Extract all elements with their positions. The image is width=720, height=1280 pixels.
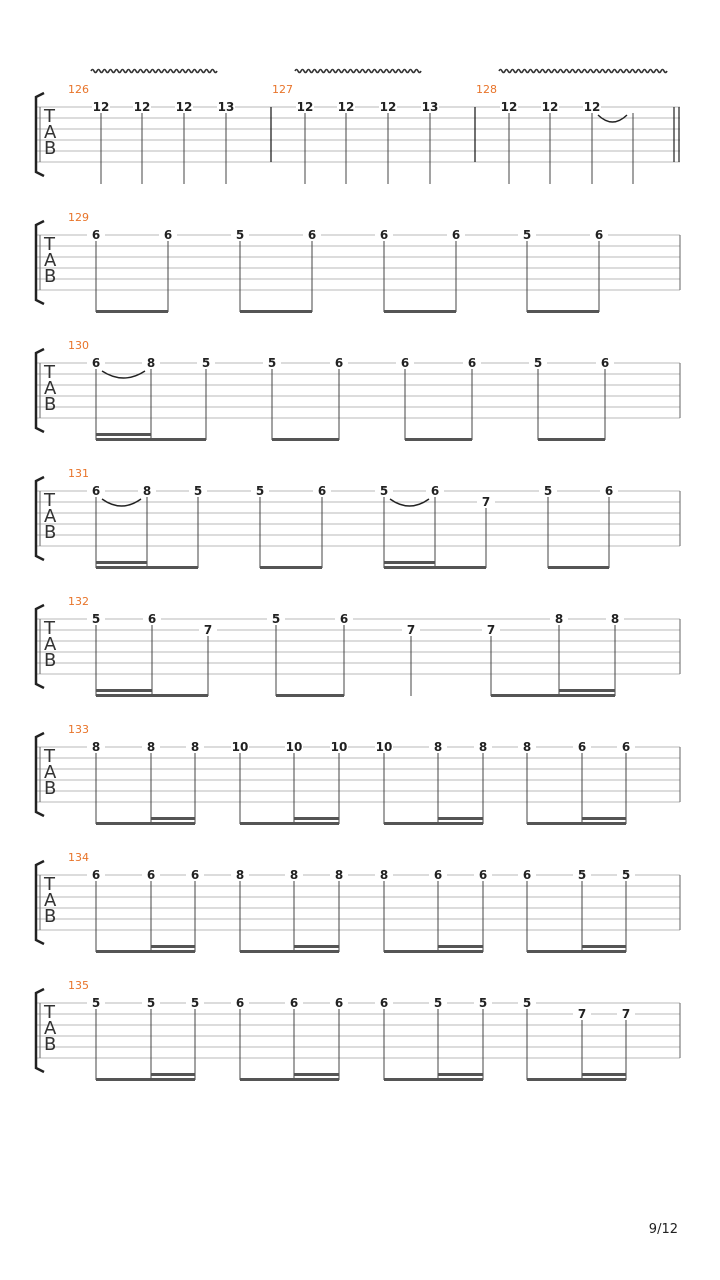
fret-number: 5 (433, 996, 443, 1010)
tab-clef-letter: A (44, 506, 57, 527)
beam (491, 694, 615, 697)
fret-number: 8 (554, 612, 564, 626)
fret-number: 5 (478, 996, 488, 1010)
fret-number: 8 (610, 612, 620, 626)
fret-number: 6 (190, 868, 200, 882)
beam (527, 950, 626, 953)
measure-number: 128 (476, 83, 497, 96)
tab-clef-letter: T (44, 1002, 55, 1023)
beam (96, 433, 151, 436)
tab-clef-letter: T (44, 746, 55, 767)
fret-number: 6 (339, 612, 349, 626)
beam (438, 817, 483, 820)
fret-number: 8 (522, 740, 532, 754)
measure-number: 132 (68, 595, 89, 608)
tab-system (36, 339, 680, 441)
beam (527, 310, 599, 313)
fret-number: 12 (92, 100, 110, 114)
tab-system (36, 723, 680, 825)
fret-number: 7 (203, 623, 213, 637)
fret-number: 8 (91, 740, 101, 754)
fret-number: 6 (334, 996, 344, 1010)
fret-number: 6 (289, 996, 299, 1010)
fret-number: 10 (375, 740, 393, 754)
tab-system (36, 70, 680, 185)
measure-number: 129 (68, 211, 89, 224)
tab-clef-letter: A (44, 122, 57, 143)
beam (582, 945, 626, 948)
page-number: 9/12 (648, 1222, 678, 1237)
beam (438, 945, 483, 948)
beam (527, 822, 626, 825)
fret-number: 6 (147, 612, 157, 626)
measure (68, 979, 635, 1081)
beam (240, 310, 312, 313)
tab-clef-letter: B (44, 138, 57, 159)
tab-system (36, 595, 680, 697)
fret-number: 8 (478, 740, 488, 754)
fret-number: 5 (91, 612, 101, 626)
fret-number: 6 (317, 484, 327, 498)
beam (96, 1078, 195, 1081)
measure-number: 131 (68, 467, 89, 480)
vibrato-mark (499, 70, 667, 73)
fret-number: 6 (577, 740, 587, 754)
fret-number: 13 (421, 100, 439, 114)
tab-clef-letter: T (44, 362, 55, 383)
fret-number: 5 (379, 484, 389, 498)
fret-number: 12 (500, 100, 518, 114)
beam (548, 566, 609, 569)
beam (294, 1073, 339, 1076)
fret-number: 6 (146, 868, 156, 882)
tab-clef-letter: T (44, 490, 55, 511)
measure (68, 723, 635, 825)
fret-number: 5 (522, 996, 532, 1010)
fret-number: 8 (433, 740, 443, 754)
beam (582, 1073, 626, 1076)
fret-number: 5 (190, 996, 200, 1010)
tab-clef-letter: B (44, 778, 57, 799)
fret-number: 6 (334, 356, 344, 370)
fret-number: 6 (522, 868, 532, 882)
fret-number: 6 (621, 740, 631, 754)
fret-number: 6 (433, 868, 443, 882)
fret-number: 6 (91, 868, 101, 882)
fret-number: 5 (146, 996, 156, 1010)
fret-number: 12 (175, 100, 193, 114)
beam (240, 1078, 339, 1081)
fret-number: 8 (190, 740, 200, 754)
beam (260, 566, 322, 569)
fret-number: 6 (379, 228, 389, 242)
tab-clef-letter: B (44, 906, 57, 927)
fret-number: 12 (133, 100, 151, 114)
fret-number: 8 (235, 868, 245, 882)
tab-clef-letter: T (44, 618, 55, 639)
measure-number: 135 (68, 979, 89, 992)
tab-clef-letter: A (44, 634, 57, 655)
fret-number: 8 (334, 868, 344, 882)
fret-number: 8 (379, 868, 389, 882)
fret-number: 12 (296, 100, 314, 114)
beam (151, 817, 195, 820)
fret-number: 6 (163, 228, 173, 242)
measure (68, 70, 235, 185)
fret-number: 6 (235, 996, 245, 1010)
beam (559, 689, 615, 692)
beam (96, 694, 208, 697)
fret-number: 5 (522, 228, 532, 242)
beam (405, 438, 472, 441)
tab-system (36, 467, 680, 569)
beam (96, 950, 195, 953)
beam (384, 310, 456, 313)
beam (276, 694, 344, 697)
tab-clef-letter: B (44, 394, 57, 415)
tab-clef-letter: B (44, 650, 57, 671)
fret-number: 8 (146, 356, 156, 370)
tab-system (36, 211, 680, 313)
vibrato-mark (295, 70, 421, 73)
fret-number: 12 (583, 100, 601, 114)
fret-number: 5 (271, 612, 281, 626)
fret-number: 6 (91, 228, 101, 242)
fret-number: 12 (541, 100, 559, 114)
fret-number: 6 (379, 996, 389, 1010)
fret-number: 6 (467, 356, 477, 370)
measure-number: 127 (272, 83, 293, 96)
measure (68, 595, 624, 697)
tab-clef-letter: T (44, 106, 55, 127)
fret-number: 8 (146, 740, 156, 754)
fret-number: 5 (543, 484, 553, 498)
fret-number: 6 (430, 484, 440, 498)
beam (527, 1078, 626, 1081)
fret-number: 5 (255, 484, 265, 498)
fret-number: 6 (400, 356, 410, 370)
tab-clef-letter: A (44, 890, 57, 911)
fret-number: 7 (621, 1007, 631, 1021)
tab-clef-letter: B (44, 522, 57, 543)
fret-number: 6 (91, 484, 101, 498)
fret-number: 6 (594, 228, 604, 242)
fret-number: 10 (285, 740, 303, 754)
beam (240, 950, 339, 953)
beam (582, 817, 626, 820)
measure (476, 70, 667, 185)
beam (384, 566, 486, 569)
fret-number: 6 (451, 228, 461, 242)
fret-number: 8 (142, 484, 152, 498)
fret-number: 5 (533, 356, 543, 370)
beam (384, 822, 483, 825)
fret-number: 5 (267, 356, 277, 370)
beam (96, 561, 147, 564)
fret-number: 7 (577, 1007, 587, 1021)
tab-clef-letter: B (44, 266, 57, 287)
beam (384, 1078, 483, 1081)
fret-number: 6 (91, 356, 101, 370)
fret-number: 7 (481, 495, 491, 509)
fret-number: 5 (91, 996, 101, 1010)
fret-number: 10 (330, 740, 348, 754)
fret-number: 10 (231, 740, 249, 754)
beam (294, 945, 339, 948)
beam (294, 817, 339, 820)
beam (96, 689, 152, 692)
fret-number: 8 (289, 868, 299, 882)
beam (384, 561, 435, 564)
vibrato-mark (91, 70, 217, 73)
tab-clef-letter: A (44, 762, 57, 783)
fret-number: 6 (600, 356, 610, 370)
fret-number: 7 (406, 623, 416, 637)
measure (272, 70, 439, 185)
fret-number: 13 (217, 100, 235, 114)
beam (151, 945, 195, 948)
beam (96, 438, 206, 441)
fret-number: 5 (577, 868, 587, 882)
beam (538, 438, 605, 441)
fret-number: 5 (235, 228, 245, 242)
fret-number: 6 (478, 868, 488, 882)
beam (272, 438, 339, 441)
fret-number: 12 (337, 100, 355, 114)
fret-number: 5 (193, 484, 203, 498)
tab-clef-letter: T (44, 234, 55, 255)
fret-number: 6 (307, 228, 317, 242)
measure (68, 211, 608, 313)
fret-number: 12 (379, 100, 397, 114)
measure (68, 851, 635, 953)
tab-system (36, 979, 680, 1081)
measure (68, 467, 618, 569)
measure-number: 126 (68, 83, 89, 96)
fret-number: 7 (486, 623, 496, 637)
beam (240, 822, 339, 825)
measure-number: 133 (68, 723, 89, 736)
tab-clef-letter: B (44, 1034, 57, 1055)
tab-clef-letter: A (44, 250, 57, 271)
beam (384, 950, 483, 953)
fret-number: 5 (201, 356, 211, 370)
beam (151, 1073, 195, 1076)
measure-number: 134 (68, 851, 89, 864)
tab-clef-letter: A (44, 1018, 57, 1039)
measure-number: 130 (68, 339, 89, 352)
beam (438, 1073, 483, 1076)
beam (96, 310, 168, 313)
tab-clef-letter: T (44, 874, 55, 895)
fret-number: 6 (604, 484, 614, 498)
tab-clef-letter: A (44, 378, 57, 399)
tab-system (36, 851, 680, 953)
beam (96, 566, 198, 569)
beam (96, 822, 195, 825)
fret-number: 5 (621, 868, 631, 882)
measure (68, 339, 614, 441)
